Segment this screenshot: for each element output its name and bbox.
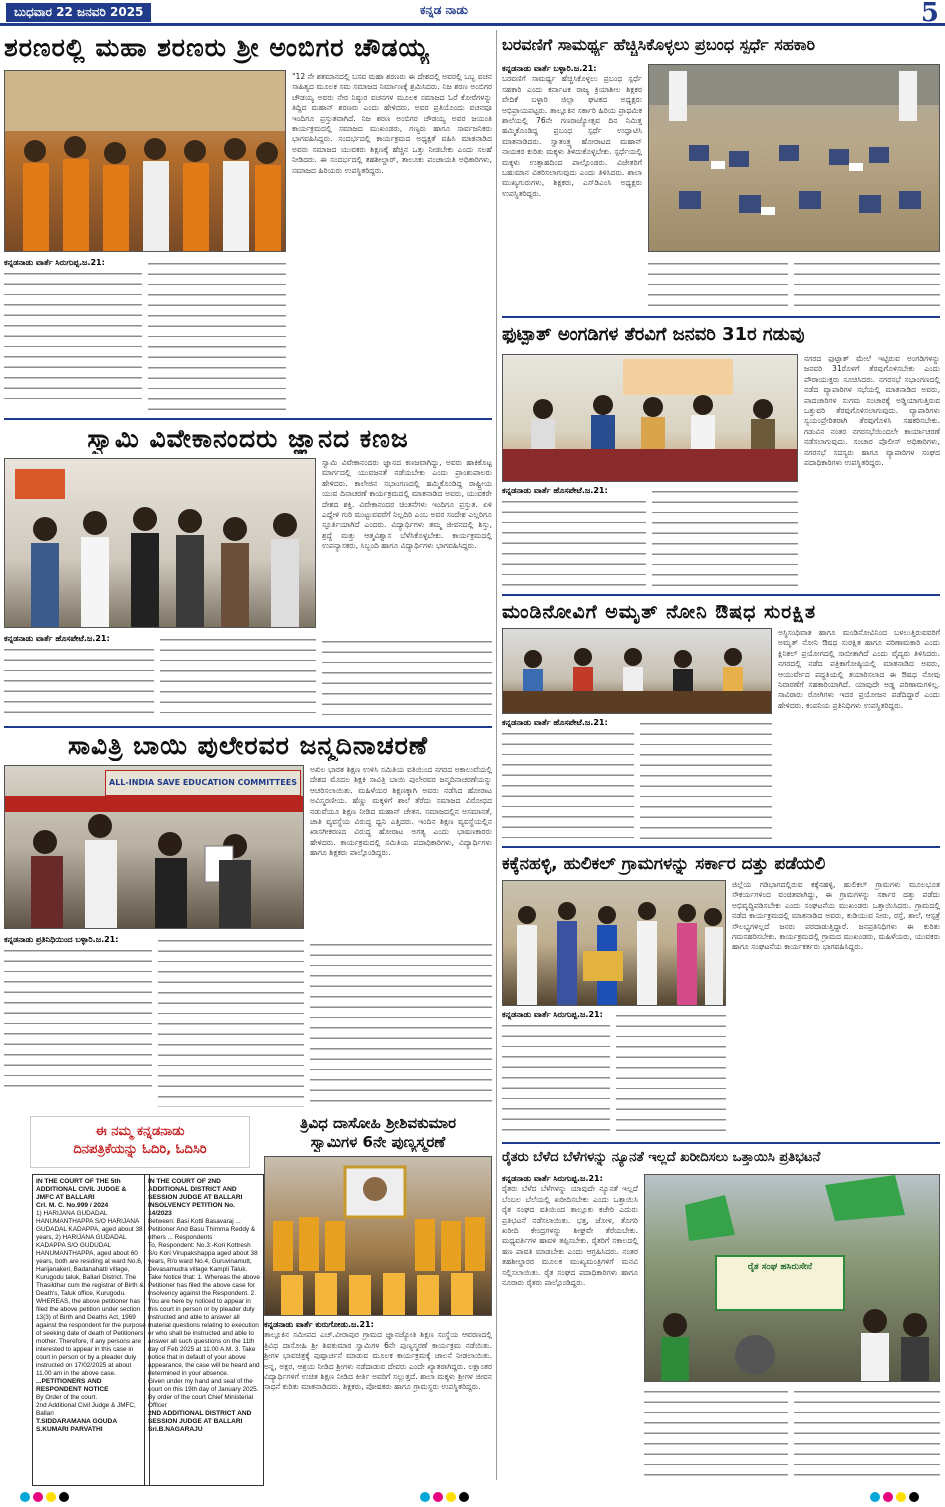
cmyk-dot xyxy=(896,1492,906,1502)
story-text-side xyxy=(322,458,492,633)
issue-date: ಬುಧವಾರ 22 ಜನವರಿ 2025 xyxy=(6,3,151,22)
felicitation-illustration xyxy=(503,881,726,1006)
story-text-col2 xyxy=(640,718,772,842)
event-photo xyxy=(644,1174,940,1382)
story-text-col1 xyxy=(4,258,142,413)
section-rule xyxy=(502,1142,940,1144)
story-body: ಅಸ್ಥಿಸಂಧಿವಾತ ಹಾಗೂ ಮಂಡಿನೋವಿನಿಂದ ಬಳಲುತ್ತಿರುವವರಿಗೆ ಅಮೃತ್ ನೋನಿ ಔಷಧ ಸುರಕ್ಷಿತ ಹಾಗೂ ಪರಿಣಾಮಕಾರಿ ಎಂದು ಕ್ಲಿನಿಕಲ್ ಪ್ರಯೋಗದಲ್ಲಿ ಸಾಬೀತಾಗಿದೆ ಎಂದು ವೈದ್ಯರು ತಿಳಿಸಿದರು. ನಗರದಲ್ಲಿ ನಡೆದ ಪತ್ರಿಕಾಗೋಷ್ಠಿಯಲ್ಲಿ ಮಾತನಾಡಿದ ಅವರು, ಆಯುರ್ವೇದ ಪದ್ಧತಿಯಲ್ಲಿ ತಯಾರಿಸಲಾದ ಈ ಔಷಧ ನೋವು ನಿವಾರಣೆಗೆ ಸಹಕಾರಿಯಾಗಿದೆ. ಯಾವುದೇ ಅಡ್ಡ ಪರಿಣಾಮಗಳಿಲ್ಲ. ಸಾವಿರಾರು ರೋಗಿಗಳು ಇದರ ಪ್ರಯೋಜನ ಪಡೆದಿದ್ದಾರೆ ಎಂದು ಹೇಳಿದರು. ಕಂಪನಿಯ ಪ್ರತಿನಿಧಿಗಳು ಉಪಸ್ಥಿತರಿದ್ದರು. xyxy=(778,628,940,710)
cmyk-dot xyxy=(20,1492,30,1502)
story-footpath-shops xyxy=(502,320,940,592)
story-text-col1 xyxy=(502,718,634,842)
event-photo xyxy=(4,458,316,628)
promo-box xyxy=(30,1116,250,1168)
notice-given: Given under my hand and seal of the court on this 19th day of January 2025. xyxy=(148,1378,259,1393)
registration-dots-right xyxy=(870,1487,922,1501)
notice-between: Between: xyxy=(148,1218,175,1225)
section-rule xyxy=(502,594,940,596)
story-text-side xyxy=(310,765,492,935)
story-kakkenahalli xyxy=(502,850,940,1140)
story-essay-competition xyxy=(502,30,940,314)
section-rule xyxy=(4,726,492,728)
headline: ಬರವಣಿಗೆ ಸಾಮರ್ಥ್ಯ ಹೆಚ್ಚಿಸಿಕೊಳ್ಳಲು ಪ್ರಬಂಧ ಸ್ಪರ್ಧೆ ಸಹಕಾರಿ xyxy=(502,35,816,54)
headline: ಸ್ವಾಮಿ ವಿವೇಕಾನಂದರು ಜ್ಞಾನದ ಕಣಜ xyxy=(87,424,409,453)
story-text-col3 xyxy=(794,1386,940,1482)
meeting-dais-illustration xyxy=(503,355,798,482)
notice-sign: 2ND ADDITIONAL DISTRICT AND SESSION JUDGE AT BALLARI xyxy=(148,1410,252,1425)
story-text-col1 xyxy=(502,486,646,590)
meeting-illustration xyxy=(5,796,304,929)
story-body: ತಾಲ್ಲೂಕಿನ ಸಮೀಪದ ಎಚ್.ವೀರಾಪುರ ಗ್ರಾಮದ ಜ್ಞಾನಜ್ಯೋತಿ ಶಿಕ್ಷಣ ಸಂಸ್ಥೆಯ ಆವರಣದಲ್ಲಿ ತ್ರಿವಿಧ ದಾಸೋಹಿ ಶ್ರೀ ಶಿವಕುಮಾರ ಸ್ವಾಮಿಗಳ 6ನೇ ಪುಣ್ಯಸ್ಮರಣೆ ಕಾರ್ಯಕ್ರಮ ನಡೆಯಿತು. ಶ್ರೀಗಳ ಭಾವಚಿತ್ರಕ್ಕೆ ಪುಷ್ಪಾರ್ಚನೆ ಮಾಡುವ ಮೂಲಕ ಕಾರ್ಯಕ್ರಮಕ್ಕೆ ಚಾಲನೆ ನೀಡಲಾಯಿತು. ಅನ್ನ, ಅಕ್ಷರ, ಆಶ್ರಯ ನೀಡಿದ ಶ್ರೀಗಳು ನಡೆದಾಡುವ ದೇವರು ಎಂದೇ ಖ್ಯಾತರಾಗಿದ್ದರು. ಲಕ್ಷಾಂತರ ವಿದ್ಯಾರ್ಥಿಗಳಿಗೆ ಉಚಿತ ಶಿಕ್ಷಣ ನೀಡಿದ ಕೀರ್ತಿ ಅವರಿಗೆ ಸಲ್ಲುತ್ತದೆ. ಶಾಲಾ ಮಕ್ಕಳು ಶ್ರೀಗಳ ಜೀವನ ಸಾಧನೆ ಕುರಿತು ಮಾತನಾಡಿದರು. ಶಿಕ್ಷಕರು, ಪೋಷಕರು ಹಾಗೂ ಗ್ರಾಮಸ್ಥರು ಉಪಸ್ಥಿತರಿದ್ದರು. xyxy=(264,1330,492,1392)
text-lines xyxy=(4,268,142,408)
story-text-col1 xyxy=(502,64,642,312)
story-shivakumara-swamiji xyxy=(264,1114,492,1484)
headline: ಮಂಡಿನೋವಿಗೆ ಅಮೃತ್ ನೋನಿ ಔಷಧ ಸುರಕ್ಷಿತ xyxy=(502,601,817,623)
notice-court: IN THE COURT OF 2ND ADDITIONAL DISTRICT AND SESSION JUDGE AT BALLARI xyxy=(148,1178,243,1201)
page-header xyxy=(0,0,945,26)
story-text-col2 xyxy=(652,486,798,590)
story-text-col3 xyxy=(310,939,492,1107)
cmyk-dot xyxy=(46,1492,56,1502)
text-lines xyxy=(4,644,154,718)
story-body: ಸ್ವಾಮಿ ವಿವೇಕಾನಂದರು ಜ್ಞಾನದ ಕಣಜವಾಗಿದ್ದು, ಅವರು ಹಾಕಿಕೊಟ್ಟ ಮಾರ್ಗದಲ್ಲಿ ಯುವಜನತೆ ನಡೆಯಬೇಕು ಎಂದು ಪ್ರಾಂಶುಪಾಲರು ಹೇಳಿದರು. ಕಾಲೇಜಿನ ಸಭಾಂಗಣದಲ್ಲಿ ಹಮ್ಮಿಕೊಂಡಿದ್ದ ರಾಷ್ಟ್ರೀಯ ಯುವ ದಿನಾಚರಣೆ ಕಾರ್ಯಕ್ರಮದಲ್ಲಿ ಮಾತನಾಡಿದ ಅವರು, ಯುವಕರೇ ದೇಶದ ಶಕ್ತಿ. ವಿವೇಕಾನಂದರ ಚಿಂತನೆಗಳು ಇಂದಿಗೂ ಪ್ರಸ್ತುತ. ಏಳಿ ಎದ್ದೇಳಿ ಗುರಿ ಮುಟ್ಟುವವರೆಗೆ ನಿಲ್ಲದಿರಿ ಎಂಬ ಅವರ ಸಂದೇಶ ಎಲ್ಲರಿಗೂ ಸ್ಫೂರ್ತಿಯಾಗಿದೆ ಎಂದರು. ವಿದ್ಯಾರ್ಥಿಗಳು ತಮ್ಮ ಜೀವನದಲ್ಲಿ ಶಿಸ್ತು, ಶ್ರದ್ಧೆ ಮತ್ತು ಆತ್ಮವಿಶ್ವಾಸ ಬೆಳೆಸಿಕೊಳ್ಳಬೇಕು. ಕಾರ್ಯಕ್ರಮದಲ್ಲಿ ಉಪನ್ಯಾಸಕರು, ಸಿಬ್ಬಂದಿ ಹಾಗೂ ವಿದ್ಯಾರ್ಥಿಗಳು ಭಾಗವಹಿಸಿದ್ದರು. xyxy=(322,458,492,551)
event-photo xyxy=(264,1156,492,1316)
notice-and: AND xyxy=(87,1378,102,1385)
headline: ರೈತರು ಬೆಳೆದ ಬೆಳೆಗಳನ್ನು ನ್ಯೂನತೆ ಇಲ್ಲದೆ ಖರೀದಿಸಲು ಒತ್ತಾಯಿಸಿ ಪ್ರತಿಭಟನೆ xyxy=(502,1150,821,1165)
story-body: ನಗರದ ಫುಟ್ಪಾತ್ ಮೇಲೆ ಇಟ್ಟಿರುವ ಅಂಗಡಿಗಳನ್ನು ಜನವರಿ 31ರೊಳಗೆ ತೆರವುಗೊಳಿಸಬೇಕು ಎಂದು ಪೌರಾಯುಕ್ತರು ಸೂಚಿಸಿದರು. ನಗರಸಭೆ ಸಭಾಂಗಣದಲ್ಲಿ ನಡೆದ ವ್ಯಾಪಾರಿಗಳ ಸಭೆಯಲ್ಲಿ ಮಾತನಾಡಿದ ಅವರು, ಪಾದಚಾರಿಗಳ ಸುಗಮ ಸಂಚಾರಕ್ಕೆ ಅಡ್ಡಿಯಾಗುತ್ತಿರುವ ಒತ್ತುವರಿ ತೆರವುಗೊಳಿಸಲಾಗುವುದು. ವ್ಯಾಪಾರಿಗಳು ಸ್ವಯಂಪ್ರೇರಿತರಾಗಿ ತೆರವುಗೊಳಿಸಿ ಸಹಕರಿಸಬೇಕು. ಗಡುವಿನ ನಂತರ ನಗರಸಭೆಯಿಂದಲೇ ಕಾರ್ಯಾಚರಣೆ ನಡೆಸಲಾಗುವುದು. ಸಂಚಾರ ಪೊಲೀಸ್ ಅಧಿಕಾರಿಗಳು, ನಗರಸಭೆ ಸದಸ್ಯರು ಹಾಗೂ ವ್ಯಾಪಾರಿಗಳ ಸಂಘದ ಪದಾಧಿಕಾರಿಗಳು ಉಪಸ್ಥಿತರಿದ್ದರು. xyxy=(804,354,940,468)
cmyk-dot xyxy=(459,1492,469,1502)
event-photo xyxy=(502,880,726,1006)
notice-advocate: Sri.B.NAGARAJU xyxy=(148,1426,203,1433)
story-ambigara-chowdaiah xyxy=(4,30,492,415)
story-text-col1 xyxy=(4,935,152,1107)
page-number: 5 xyxy=(920,0,939,28)
group-photo-illustration xyxy=(5,71,286,252)
cmyk-dot xyxy=(420,1492,430,1502)
story-text-side xyxy=(732,880,940,1138)
cmyk-dot xyxy=(870,1492,880,1502)
story-farmers-protest xyxy=(502,1146,940,1484)
cmyk-dot xyxy=(446,1492,456,1502)
event-photo xyxy=(502,354,798,482)
notice-order: By Order of the court. xyxy=(36,1394,98,1401)
notice-respondent: RESPONDENT xyxy=(36,1386,82,1393)
cmyk-dot xyxy=(909,1492,919,1502)
story-text-col2 xyxy=(158,935,304,1107)
story-text-side xyxy=(778,628,940,842)
story-text-side xyxy=(804,354,940,590)
story-amruth-noni xyxy=(502,598,940,844)
story-text-col2 xyxy=(292,72,492,412)
registration-dots-center xyxy=(420,1487,472,1501)
story-text-col2 xyxy=(644,1386,788,1482)
story-body: ಬರವಣಿಗೆ ಸಾಮರ್ಥ್ಯ ಹೆಚ್ಚಿಸಿಕೊಳ್ಳಲು ಪ್ರಬಂಧ ಸ್ಪರ್ಧೆ ಸಹಕಾರಿ ಎಂದು ಕರ್ನಾಟಕ ರಾಜ್ಯ ಕ್ರಿಯಾಶೀಲ ಶಿಕ್ಷಕರ ವೇದಿಕೆ ಬಳ್ಳಾರಿ ಜಿಲ್ಲಾ ಘಟಕದ ಅಧ್ಯಕ್ಷರು ಅಭಿಪ್ರಾಯಪಟ್ಟರು. ತಾಲ್ಲೂಕಿನ ಸರ್ಕಾರಿ ಹಿರಿಯ ಪ್ರಾಥಮಿಕ ಶಾಲೆಯಲ್ಲಿ 76ನೇ ಗಣರಾಜ್ಯೋತ್ಸವ ದಿನ ನಿಮಿತ್ತ ಹಮ್ಮಿಕೊಂಡಿದ್ದ ಪ್ರಬಂಧ ಸ್ಪರ್ಧೆ ಉದ್ಘಾಟಿಸಿ ಮಾತನಾಡಿದರು. ಸ್ವಾತಂತ್ರ್ಯ ಹೋರಾಟದ ಮಹಾನ್ ನಾಯಕರ ಕುರಿತು ಮಕ್ಕಳು ತಿಳಿದುಕೊಳ್ಳಬೇಕು. ಸ್ಪರ್ಧೆಯಲ್ಲಿ ಮಕ್ಕಳು ಉತ್ಸಾಹದಿಂದ ಪಾಲ್ಗೊಂಡರು. ವಿಜೇತರಿಗೆ ಬಹುಮಾನ ವಿತರಿಸಲಾಗುವುದು ಎಂದು ತಿಳಿಸಿದರು. ಶಾಲಾ ಮುಖ್ಯಗುರುಗಳು, ಶಿಕ್ಷಕರು, ಎಸ್‌ಡಿಎಂಸಿ ಅಧ್ಯಕ್ಷರು ಉಪಸ್ಥಿತರಿದ್ದರು. xyxy=(502,74,642,198)
story-body: ಜಿಲ್ಲೆಯ ಗಡಿಭಾಗದಲ್ಲಿರುವ ಕಕ್ಕೆನಹಳ್ಳಿ, ಹುಲಿಕಲ್ ಗ್ರಾಮಗಳು ಮೂಲಭೂತ ಸೌಕರ್ಯಗಳಿಂದ ವಂಚಿತವಾಗಿದ್ದು, ಈ ಗ್ರಾಮಗಳನ್ನು ಸರ್ಕಾರ ದತ್ತು ಪಡೆದು ಅಭಿವೃದ್ಧಿಪಡಿಸಬೇಕು ಎಂದು ಸಂಘಟನೆಯ ಮುಖಂಡರು ಒತ್ತಾಯಿಸಿದರು. ಗ್ರಾಮದಲ್ಲಿ ನಡೆದ ಕಾರ್ಯಕ್ರಮದಲ್ಲಿ ಮಾತನಾಡಿದ ಅವರು, ಕುಡಿಯುವ ನೀರು, ರಸ್ತೆ, ಶಾಲೆ, ಆಸ್ಪತ್ರೆ ಸೌಲಭ್ಯಗಳಿಲ್ಲದೆ ಜನರು ಪರದಾಡುತ್ತಿದ್ದಾರೆ. ಜನಪ್ರತಿನಿಧಿಗಳು ಈ ಕುರಿತು ಗಮನಹರಿಸಬೇಕು. ಕಾರ್ಯಕ್ರಮದಲ್ಲಿ ಗ್ರಾಮದ ಮುಖಂಡರು, ಮಹಿಳೆಯರು, ಯುವಕರು ಹಾಗೂ ಸಂಘಟನೆಯ ಕಾರ್ಯಕರ್ತರು ಭಾಗವಹಿಸಿದ್ದರು. xyxy=(732,880,940,952)
masthead: ಕನ್ನಡ ನಾಡು xyxy=(420,3,468,17)
notice-court: IN THE COURT OF THE 5th ADDITIONAL CIVIL JUDGE & JMFC AT BALLARI xyxy=(36,1178,127,1201)
group-photo-illustration xyxy=(5,459,316,628)
event-photo xyxy=(4,765,304,929)
headline: ಶರಣರಲ್ಲಿ ಮಹಾ ಶರಣರು ಶ್ರೀ ಅಂಬಿಗರ ಚೌಡಯ್ಯ xyxy=(4,33,430,62)
headline: ಫುಟ್ಪಾತ್ ಅಂಗಡಿಗಳ ತೆರವಿಗೆ ಜನವರಿ 31ರ ಗಡುವು xyxy=(502,324,805,345)
section-rule xyxy=(4,418,492,420)
story-text xyxy=(264,1320,492,1482)
legal-notice-2 xyxy=(144,1174,264,1486)
promo-line-1: ಈ ನಮ್ಮ ಕನ್ನಡನಾಡು xyxy=(95,1124,185,1139)
story-text-col3 xyxy=(322,636,492,722)
byline: ಕನ್ನಡನಾಡು ವಾರ್ತೆ ಸಿರುಗುಪ್ಪ.ಜ.21: xyxy=(502,1174,603,1183)
section-rule xyxy=(502,846,940,848)
notice-body: To, Respondent: No.3:-Kori Kottresh S/o Kori Virupakshappa aged about 38 years, R/o ward No.4, Guruvinamutt, Devasamudra village Kampli Taluk. Take Notice that: 1. Whereas the above Petitioner has filed the above case for insolvency against the Respondent. 2. You are here by noticed to appear in this court in person or by pleader duly instructed and able to answer all material questions relating to execution or who shall be instructed and able to answer all such questions on the 11th day of Feb 2025 at 11.00 A.M. 3. Take notice that in default of your above appearance, the case will be heard and determined in your absence. xyxy=(148,1242,260,1377)
headline: ಕಕ್ಕೆನಹಳ್ಳಿ, ಹುಲಿಕಲ್ ಗ್ರಾಮಗಳನ್ನು ಸರ್ಕಾರ ದತ್ತು ಪಡೆಯಲಿ xyxy=(502,854,826,874)
notice-sign: 2nd Additional Civil Judge & JMFC, Ballari xyxy=(36,1402,136,1417)
story-text-col2 xyxy=(648,258,788,312)
protest-banner: ರೈತ ಸಂಘ ಹಸಿರುಸೇನೆ xyxy=(715,1255,845,1311)
legal-notice-1 xyxy=(32,1174,150,1486)
notice-case: INSOLVENCY PETITION No. 14/2023 xyxy=(148,1202,235,1217)
notice-petitioners: ...PETITIONERS xyxy=(36,1378,86,1385)
story-text-col2 xyxy=(616,1010,726,1138)
story-body: "12 ನೇ ಶತಮಾನದಲ್ಲಿ ಬಸವ ಮಹಾ ಶರಣರು ಈ ದೇಶದಲ್ಲಿ ಅವರಲ್ಲಿ ಒಬ್ಬ ವಚನ ಸಾಹಿತ್ಯದ ಮೂಲಕ ಸಮ ಸಮಾಜದ ನಿರ್ಮಾಣಕ್ಕೆ ಶ್ರಮಿಸಿದರು. ನಿಜ ಶರಣ ಅಂಬಿಗರ ಚೌಡಯ್ಯ ಅವರು ನೇರ ನಿಷ್ಠುರ ವಚನಗಳ ಮೂಲಕ ಸಮಾಜದ ಓರೆ ಕೋರೆಗಳನ್ನು ತಿದ್ದಿದ ಮಹಾನ್ ಶರಣರು ಎಂದು ಹೇಳಿದರು. ಅವರ ಪ್ರತಿಯೊಂದು ವಚನವೂ ಇಂದಿಗೂ ಪ್ರಸ್ತುತವಾಗಿದೆ. ನಿಜ ಶರಣ ಅಂಬಿಗರ ಚೌಡಯ್ಯ ಅವರ ಜಯಂತಿ ಕಾರ್ಯಕ್ರಮದಲ್ಲಿ ಸಮಾಜದ ಮುಖಂಡರು, ಗಣ್ಯರು ಹಾಗೂ ಸಾರ್ವಜನಿಕರು ಭಾಗವಹಿಸಿದ್ದರು. ಸಂದರ್ಭದಲ್ಲಿ ಕಾರ್ಯಕ್ರಮದ ಅಧ್ಯಕ್ಷತೆ ವಹಿಸಿ ಮಾತನಾಡಿದ ಅವರು ಸಮಾಜದ ಯುವಕರು ಶಿಕ್ಷಣಕ್ಕೆ ಹೆಚ್ಚಿನ ಒತ್ತು ನೀಡಬೇಕು ಎಂದು ಸಲಹೆ ನೀಡಿದರು. ಈ ಸಂದರ್ಭದಲ್ಲಿ ತಹಶೀಲ್ದಾರ್, ತಾಲೂಕು ಪಂಚಾಯತಿ ಅಧಿಕಾರಿಗಳು, ಸಮಾಜದ ಹಿರಿಯರು ಉಪಸ್ಥಿತರಿದ್ದರು. xyxy=(292,72,492,175)
notice-order: By order of the court Chief Ministerial Officer xyxy=(148,1394,254,1409)
cmyk-dot xyxy=(433,1492,443,1502)
registration-dots-left xyxy=(20,1487,72,1501)
cmyk-dot xyxy=(59,1492,69,1502)
story-body: ರೈತರು ಬೆಳೆದ ಬೆಳೆಗಳನ್ನು ಯಾವುದೇ ನ್ಯೂನತೆ ಇಲ್ಲದೆ ಬೆಂಬಲ ಬೆಲೆಯಲ್ಲಿ ಖರೀದಿಸಬೇಕು ಎಂದು ಒತ್ತಾಯಿಸಿ ರೈತ ಸಂಘದ ವತಿಯಿಂದ ತಾಲ್ಲೂಕು ಕಚೇರಿ ಎದುರು ಪ್ರತಿಭಟನೆ ನಡೆಸಲಾಯಿತು. ಭತ್ತ, ಜೋಳ, ತೊಗರಿ ಖರೀದಿ ಕೇಂದ್ರಗಳನ್ನು ಶೀಘ್ರವೇ ತೆರೆಯಬೇಕು. ಮಧ್ಯವರ್ತಿಗಳ ಹಾವಳಿ ತಪ್ಪಿಸಬೇಕು. ರೈತರಿಗೆ ಸಕಾಲದಲ್ಲಿ ಹಣ ಪಾವತಿ ಮಾಡಬೇಕು ಎಂದು ಆಗ್ರಹಿಸಿದರು. ನಂತರ ತಹಶೀಲ್ದಾರರ ಮೂಲಕ ಮುಖ್ಯಮಂತ್ರಿಗಳಿಗೆ ಮನವಿ ಸಲ್ಲಿಸಲಾಯಿತು. ರೈತ ಸಂಘದ ಪದಾಧಿಕಾರಿಗಳು ಹಾಗೂ ನೂರಾರು ರೈತರು ಪಾಲ್ಗೊಂಡಿದ್ದರು. xyxy=(502,1184,638,1288)
press-meet-illustration xyxy=(503,629,772,714)
headline-line-2: ಸ್ವಾಮಿಗಳ 6ನೇ ಪುಣ್ಯಸ್ಮರಣೆ xyxy=(310,1133,446,1151)
event-photo xyxy=(4,70,286,252)
students-writing-illustration xyxy=(649,65,940,252)
event-photo xyxy=(648,64,940,252)
byline: ಕನ್ನಡನಾಡು ವಾರ್ತೆ ಹೊಸಪೇಟೆ.ಜ.21: xyxy=(4,634,110,643)
text-lines xyxy=(4,945,152,1095)
headline-line-1: ತ್ರಿವಿಧ ದಾಸೋಹಿ ಶ್ರೀಶಿವಕುಮಾರ xyxy=(299,1114,457,1132)
byline: ಕನ್ನಡನಾಡು ವಾರ್ತೆ ಹೊಸಪೇಟೆ.ಜ.21: xyxy=(502,486,608,495)
story-text-col1b xyxy=(148,258,286,413)
byline: ಕನ್ನಡನಾಡು ವಾರ್ತೆ ಬಳ್ಳಾರಿ.ಜ.21: xyxy=(502,64,597,73)
section-rule xyxy=(502,316,940,318)
column-divider xyxy=(496,30,497,1480)
story-vivekananda xyxy=(4,424,492,724)
text-lines xyxy=(502,1020,610,1134)
cmyk-dot xyxy=(883,1492,893,1502)
byline: ಕನ್ನಡನಾಡು ವಾರ್ತೆ ಸಿರುಗುಪ್ಪ.ಜ.21: xyxy=(4,258,105,267)
story-savitribai-phule xyxy=(4,731,492,1111)
byline: ಕನ್ನಡನಾಡು ವಾರ್ತೆ ಹೊಸಪೇಟೆ.ಜ.21: xyxy=(502,718,608,727)
banner: ALL-INDIA SAVE EDUCATION COMMITTEES xyxy=(105,770,301,796)
byline: ಕನ್ನಡನಾಡು ಪ್ರತಿನಿಧಿಯಿಂದ ಬಳ್ಳಾರಿ.ಜ.21: xyxy=(4,935,119,944)
notice-advocates: T.SIDDARAMANA GOUDA S.KUMARI PARVATHI xyxy=(36,1418,117,1433)
text-lines xyxy=(502,728,634,838)
story-text-col3 xyxy=(794,258,940,312)
notice-label: NOTICE xyxy=(83,1386,109,1393)
text-lines xyxy=(502,496,646,586)
byline: ಕನ್ನಡನಾಡು ವಾರ್ತೆ ಕುರುಗೋಡು.ಜ.21: xyxy=(264,1320,374,1329)
story-text-col2 xyxy=(160,634,316,722)
story-text-col1 xyxy=(502,1010,610,1138)
story-body: ಅಖಿಲ ಭಾರತ ಶಿಕ್ಷಣ ಉಳಿಸಿ ಸಮಿತಿಯ ವತಿಯಿಂದ ನಗರದ ಅಕಾಲುವೆಯಲ್ಲಿ ದೇಶದ ಮೊದಲ ಶಿಕ್ಷಕಿ ಸಾವಿತ್ರಿ ಬಾಯಿ ಪುಲೇರವರ ಜನ್ಮದಿನಾಚರಣೆಯನ್ನು ಆಚರಿಸಲಾಯಿತು. ಮಹಿಳೆಯರ ಶಿಕ್ಷಣಕ್ಕಾಗಿ ಅವರು ನಡೆಸಿದ ಹೋರಾಟ ಅವಿಸ್ಮರಣೀಯ. ಹೆಣ್ಣು ಮಕ್ಕಳಿಗೆ ಶಾಲೆ ತೆರೆದು ಸಮಾಜದ ವಿರೋಧದ ನಡುವೆಯೂ ಶಿಕ್ಷಣ ನೀಡಿದ ಮಹಾನ್ ಚೇತನ. ಸಮಾಜದಲ್ಲಿನ ಅಸಮಾನತೆ, ಜಾತಿ ವ್ಯವಸ್ಥೆಯ ವಿರುದ್ಧ ಧ್ವನಿ ಎತ್ತಿದರು. ಇಂದಿನ ಶಿಕ್ಷಣ ವ್ಯವಸ್ಥೆಯಲ್ಲಿನ ಖಾಸಗೀಕರಣದ ವಿರುದ್ಧ ಹೋರಾಟ ಅಗತ್ಯ ಎಂದು ಭಾಷಣಕಾರರು ಹೇಳಿದರು. ಕಾರ್ಯಕ್ರಮದಲ್ಲಿ ಸಮಿತಿಯ ಪದಾಧಿಕಾರಿಗಳು, ವಿದ್ಯಾರ್ಥಿಗಳು ಹಾಗೂ ಶಿಕ್ಷಕರು ಪಾಲ್ಗೊಂಡಿದ್ದರು. xyxy=(310,765,492,858)
story-text-col1 xyxy=(502,1174,638,1482)
event-photo xyxy=(502,628,772,714)
cmyk-dot xyxy=(33,1492,43,1502)
notice-body: 1) HARIJANA GUDADAL HANUMANTHAPPA S/O HARIJANA GUDADAL KADAPPA, aged about 38 years, 2) HARIJANA GUDADAL KADAPPA S/O GUDUDAL HANUMANTHAPPA, aged about 60 years, both are residing at ward No.6, Harijanakeri, Badanahatti village, Kurugodu taluk, Ballari District. The Thasildhar cum the registrar of Birth & Death's, Taluk office, Kurugodu. WHEREAS, the above petitioner has filed the above petition under section 13(3) of Birth and Deaths Act, 1969 against the respondent for the purpose of seeking date of death of Petitioners mother. Therefore, if any persons are interested to appear in this case in court in person or by a pleader duly instructed on 17/02/2025 at about 11.00 am in the above case. xyxy=(36,1210,146,1377)
headline: ಸಾವಿತ್ರಿ ಬಾಯಿ ಪುಲೇರವರ ಜನ್ಮದಿನಾಚರಣೆ xyxy=(67,731,429,760)
notice-case: Crl. M. C. No.999 / 2024 xyxy=(36,1202,109,1209)
notice-parties: Basi Kotti Basavaraj ... Petitioner And Basu Thimma Reddy & others ... Respondents xyxy=(148,1218,256,1241)
story-text-col1 xyxy=(4,634,154,722)
protest-illustration xyxy=(645,1175,940,1382)
promo-line-2: ದಿನಪತ್ರಿಕೆಯನ್ನು ಓದಿರಿ, ಓದಿಸಿರಿ xyxy=(73,1142,207,1157)
students-photo-illustration xyxy=(265,1157,492,1316)
byline: ಕನ್ನಡನಾಡು ವಾರ್ತೆ ಸಿರುಗುಪ್ಪ.ಜ.21: xyxy=(502,1010,603,1019)
